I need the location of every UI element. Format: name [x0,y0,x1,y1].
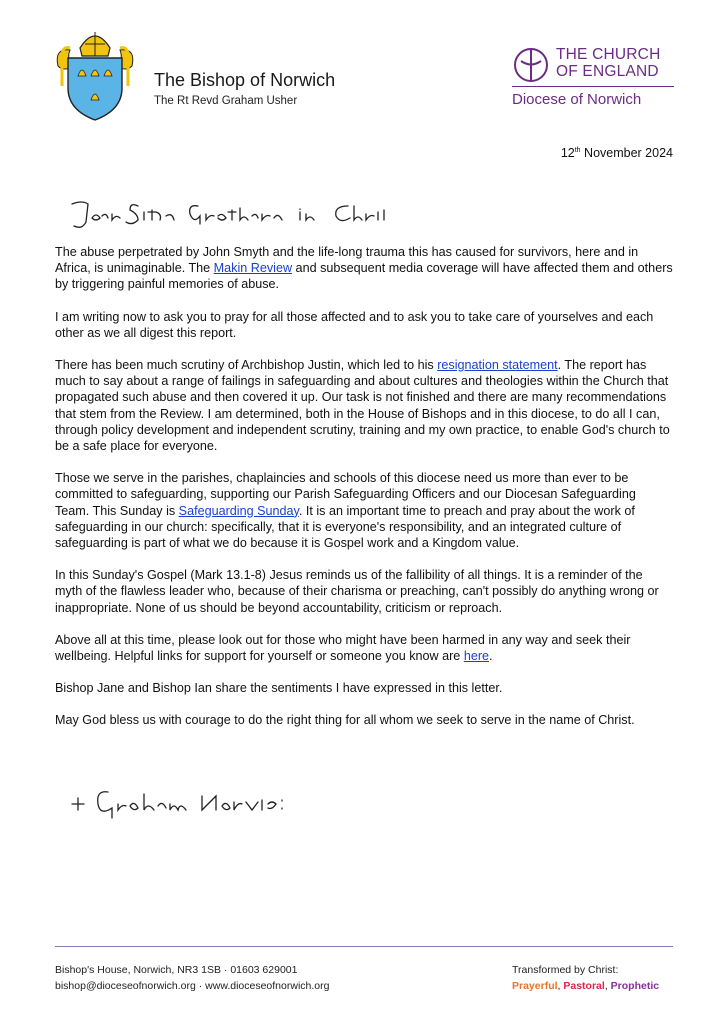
footer-divider [55,946,673,947]
paragraph-1: The abuse perpetrated by John Smyth and the life-long trauma this has caused for survivors, here and in Africa, is unimaginable. The Makin Review and subsequent media coverage will have affected them and others by triggering painful memories of abuse. [55,245,673,292]
coe-divider [512,86,674,87]
coe-cross-icon [512,46,550,84]
paragraph-6: Above all at this time, please look out for those who might have been harmed in any way and seek their wellbeing. Helpful links for support for yourself or someone you know are here. [55,632,631,664]
paragraph-2: I am writing now to ask you to pray for all those affected and to ask you to take care of yourselves and each other as we all digest this report. [55,309,654,340]
resignation-statement-link[interactable]: resignation statement [437,358,558,373]
church-of-england-logo [512,46,676,108]
paragraph-7: Bishop Jane and Bishop Ian share the sentiments I have expressed in this letter. [55,681,503,696]
diocese-name: Diocese of Norwich [512,91,642,108]
coe-name-line1: THE CHURCH [556,46,661,63]
paragraph-3: There has been much scrutiny of Archbishop Justin, which led to his resignation statement. The report has much to say about a range of failings in safeguarding and about cultures and theologies within the Church that propagated such abuse and then covered it up. Our task is not finished and there are many recommendations that stem from the Review. I am determined, both in the House of Bishops and in this diocese, to do all I can, through policy development and independent scrutiny, training and my own practice, to enable God's church to be a safe place for everyone. [55,358,670,454]
bishop-title: The Bishop of Norwich [154,70,336,90]
handwritten-signature [68,786,288,822]
footer-address [55,962,329,994]
tagline-heading: Transformed by Christ: [512,964,619,976]
makin-review-link[interactable]: Makin Review [213,261,293,276]
handwritten-salutation [68,198,388,232]
diocese-crest-logo [52,26,138,122]
tagline-values: Prayerful, Pastoral, Prophetic [512,980,660,992]
footer-tagline [512,962,659,994]
footer-address-line: Bishop's House, Norwich, NR3 1SB · 01603 629001 [55,964,298,976]
safeguarding-sunday-link[interactable]: Safeguarding Sunday [178,503,299,518]
paragraph-5: In this Sunday's Gospel (Mark 13.1-8) Jesus reminds us of the fallibility of all things. It is a reminder of the myth of the flawless leader who, because of their charisma or preaching, can't possibly do anything wrong or inappropriate. None of us should be beyond accountability, criticism or reproach. [55,568,659,615]
support-links-here-link[interactable]: here [463,649,490,664]
footer-contact-line: bishop@dioceseofnorwich.org · www.dioceseofnorwich.org [55,980,330,992]
paragraph-8: May God bless us with courage to do the right thing for all whom we seek to serve in the name of Christ. [55,713,635,728]
letter-date: 12th November 2024 [560,146,673,160]
paragraph-4: Those we serve in the parishes, chaplaincies and schools of this diocese need us more than ever to be committed to safeguarding, supporting our Parish Safeguarding Officers and our Diocesan Safeguarding Team. This Sunday is Safeguarding Sunday. It is an important time to preach and pray about the work of safeguarding in our church: specifically, that it is everyone's responsibility, and an integrated culture of safeguarding is part of what we do because it is Gospel work and a Kingdom value. [55,471,636,551]
bishop-subtitle: The Rt Revd Graham Usher [154,95,298,107]
coe-name-line2: OF ENGLAND [556,63,659,80]
letter-body [55,244,673,745]
